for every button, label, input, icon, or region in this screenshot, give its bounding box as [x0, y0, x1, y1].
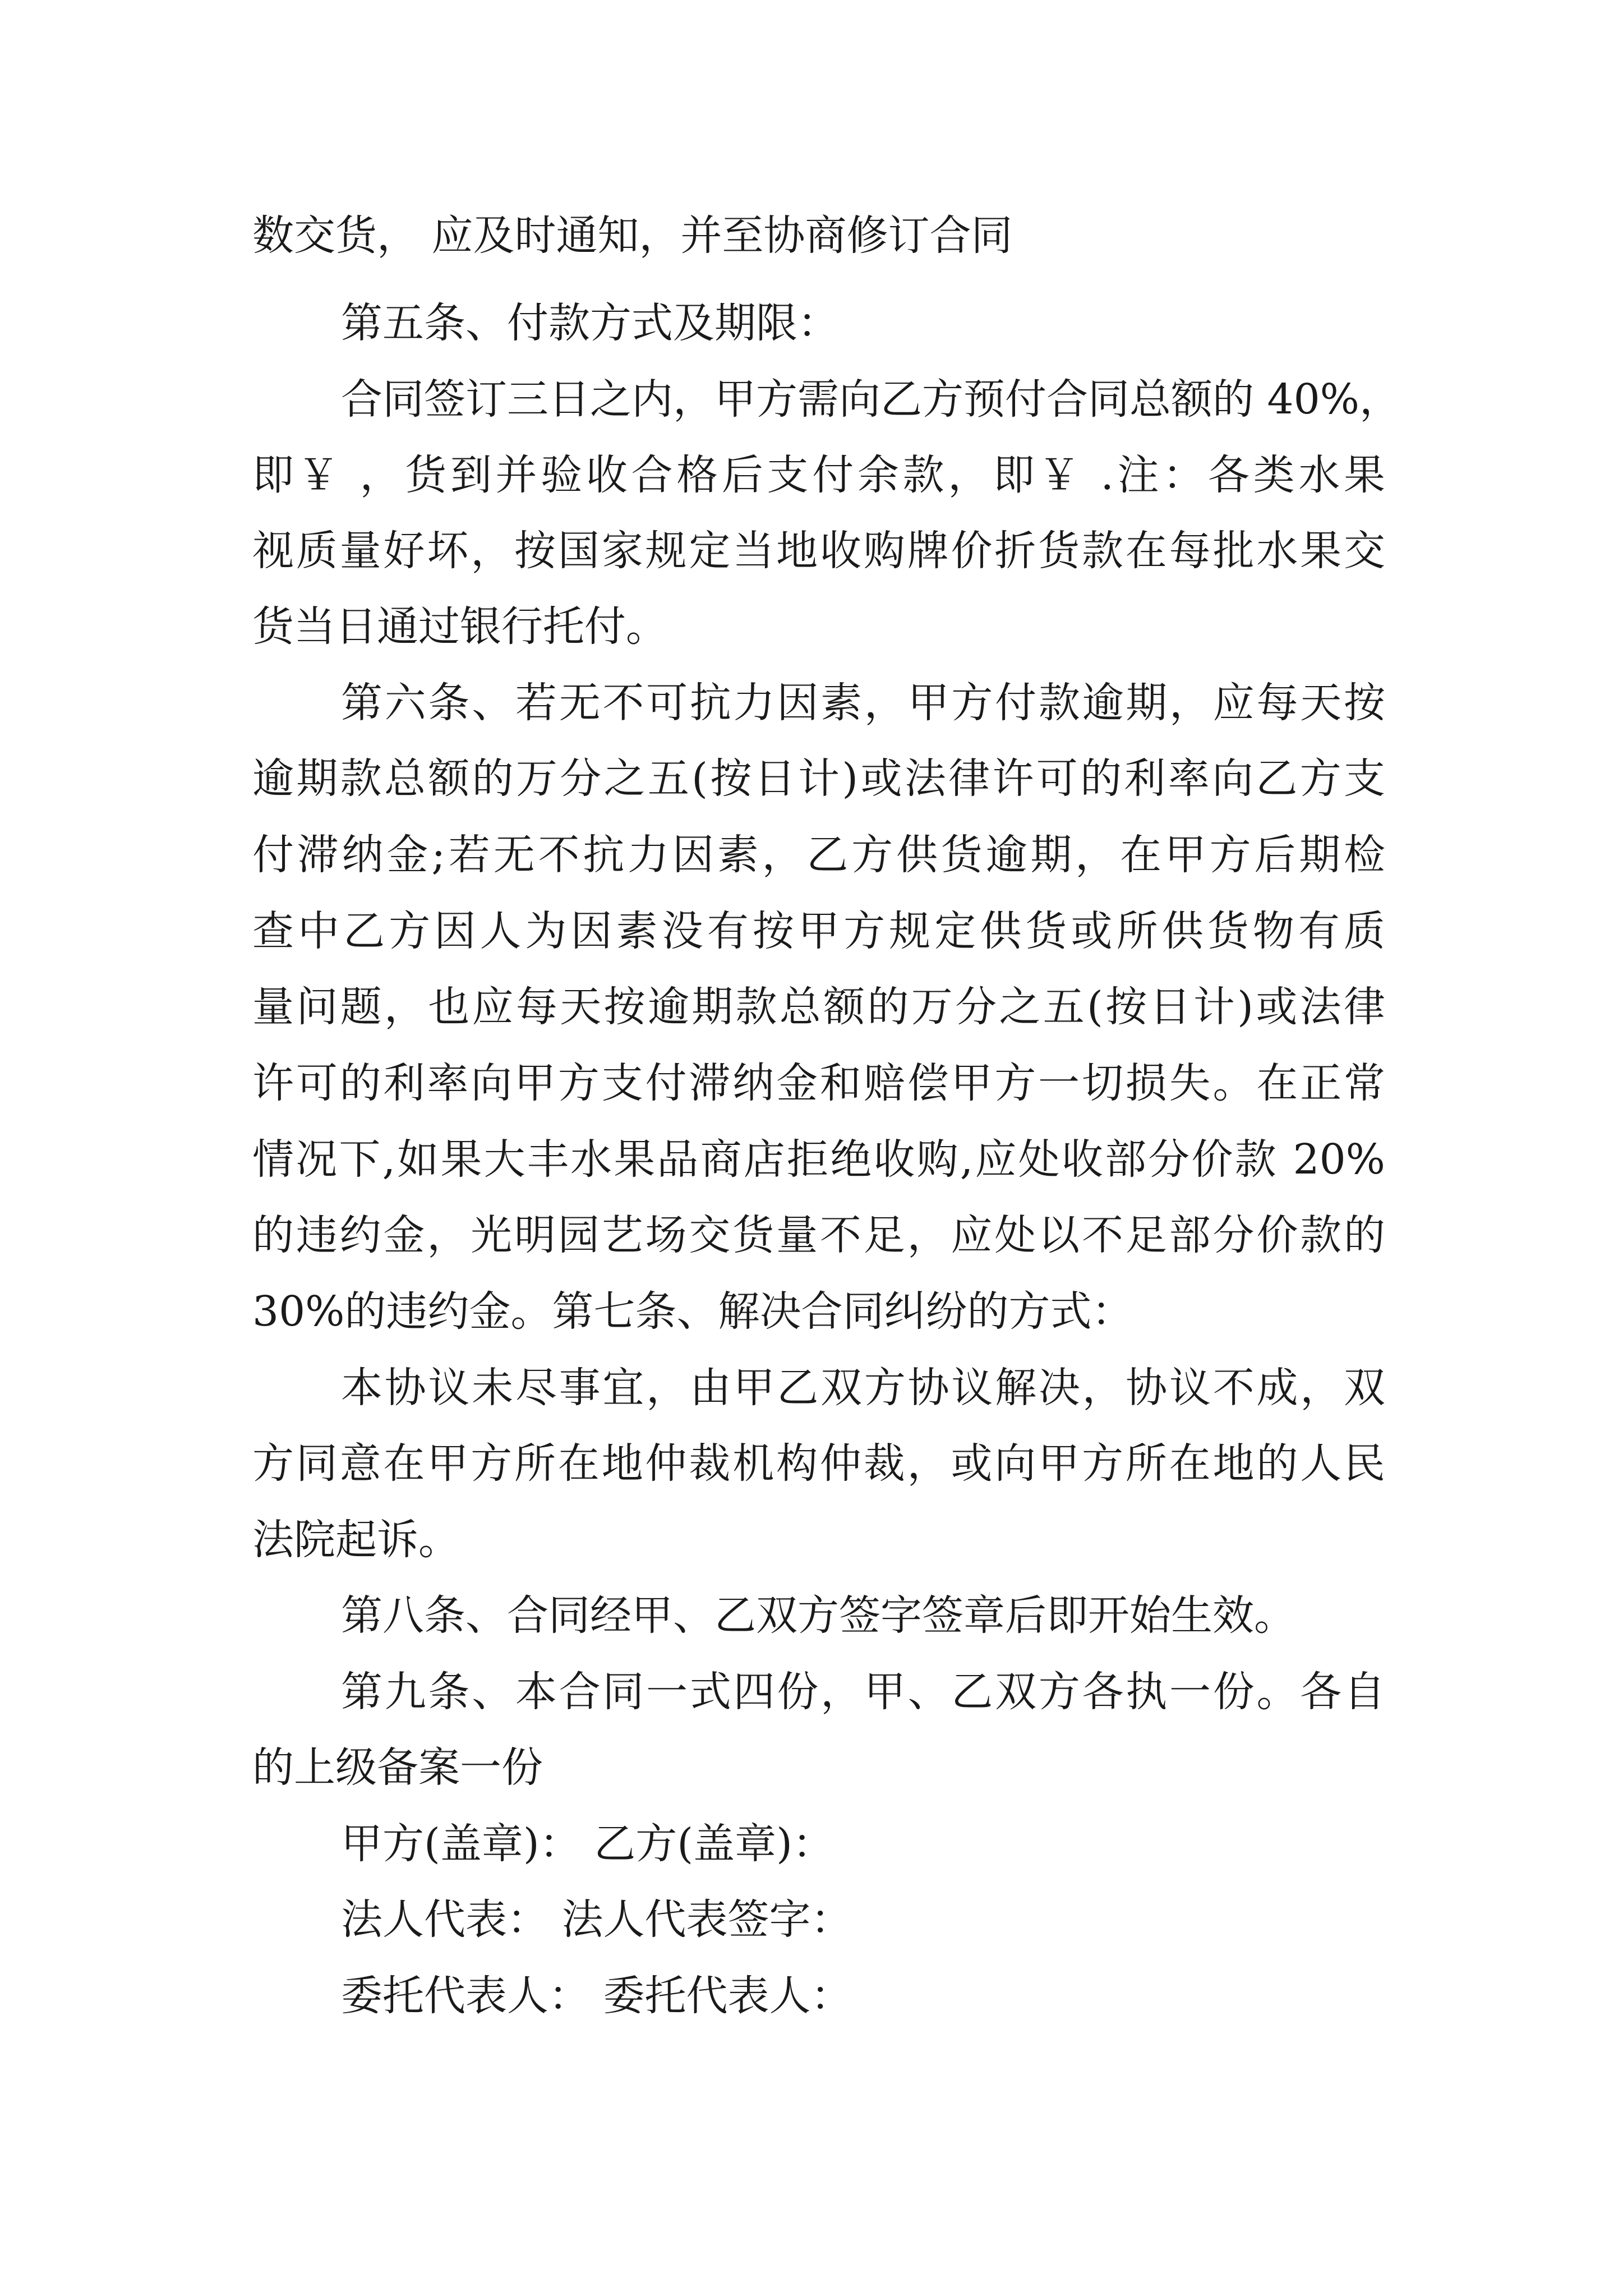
text-line: 货当日通过银行托付。 — [252, 602, 667, 651]
signature-line-seal: 甲方(盖章)： 乙方(盖章)： — [341, 1820, 834, 1868]
text-line: 合同签订三日之内，甲方需向乙方预付合同总额的 40%， — [341, 375, 1401, 424]
section-heading: 第五条、付款方式及期限： — [341, 299, 839, 347]
text-line: 逾期款总额的万分之五(按日计)或法律许可的利率向乙方支 — [252, 754, 1385, 803]
text-line: 第六条、若无不可抗力因素，甲方付款逾期，应每天按 — [341, 679, 1385, 727]
signature-line-agent: 委托代表人： 委托代表人： — [341, 1972, 852, 2020]
text-line: 即￥ ，货到并验收合格后支付余款，即￥ .注：各类水果 — [252, 451, 1385, 499]
text-line: 30%的违约金。第七条、解决合同纠纷的方式： — [252, 1287, 1133, 1336]
text-line: 的违约金，光明园艺场交货量不足，应处以不足部分价款的 — [252, 1211, 1385, 1259]
text-line: 视质量好坏，按国家规定当地收购牌价折货款在每批水果交 — [252, 527, 1385, 575]
text-line: 量问题，也应每天按逾期款总额的万分之五(按日计)或法律 — [252, 983, 1385, 1031]
text-line: 本协议未尽事宜，由甲乙双方协议解决，协议不成，双 — [341, 1364, 1385, 1412]
signature-line-legal-rep: 法人代表： 法人代表签字： — [341, 1895, 852, 1944]
text-line: 查中乙方因人为因素没有按甲方规定供货或所供货物有质 — [252, 907, 1385, 955]
text-line: 第八条、合同经甲、乙双方签字签章后即开始生效。 — [341, 1591, 1295, 1640]
text-line: 许可的利率向甲方支付滞纳金和赔偿甲方一切损失。在正常 — [252, 1059, 1385, 1107]
text-line: 第九条、本合同一式四份，甲、乙双方各执一份。各自 — [341, 1668, 1385, 1716]
text-line: 数交货， 应及时通知，并至协商修订合同 — [252, 211, 1013, 260]
text-line: 方同意在甲方所在地仲裁机构仲裁，或向甲方所在地的人民 — [252, 1439, 1385, 1488]
text-line: 的上级备案一份 — [252, 1743, 543, 1792]
text-line: 情况下,如果大丰水果品商店拒绝收购,应处收部分价款 20% — [252, 1135, 1385, 1184]
text-line: 付滞纳金;若无不抗力因素，乙方供货逾期，在甲方后期检 — [252, 831, 1385, 879]
text-line: 法院起诉。 — [252, 1516, 460, 1564]
